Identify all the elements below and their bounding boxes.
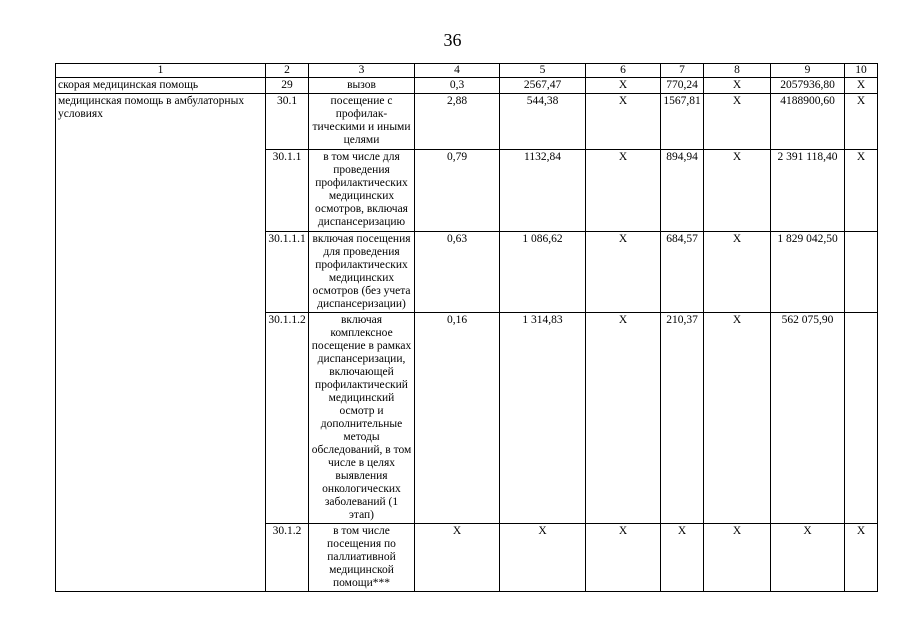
cell-value: X [586, 313, 661, 524]
cell-value: 1 086,62 [500, 232, 586, 313]
cell-row-number: 30.1.1 [266, 150, 309, 232]
cell-value: 562 075,90 [771, 313, 845, 524]
cell-value: 544,38 [500, 94, 586, 150]
cell-unit: включая посещения для проведения профилактических медицинских осмотров (без учета диспансеризации) [309, 232, 415, 313]
cell-value: 1 829 042,50 [771, 232, 845, 313]
cell-unit: в том числе для проведения профилактических медицинских осмотров, включая диспансеризацию [309, 150, 415, 232]
cell-value: X [845, 524, 878, 592]
cell-unit: в том числе посещения по паллиативной медицинской помощи*** [309, 524, 415, 592]
cell-unit: посещение с профилак- тическими и иными целями [309, 94, 415, 150]
cell-row-number: 30.1 [266, 94, 309, 150]
cell-value: X [845, 94, 878, 150]
cell-value: 210,37 [661, 313, 704, 524]
cell-value: X [415, 524, 500, 592]
header-cell: 8 [704, 64, 771, 78]
header-cell: 10 [845, 64, 878, 78]
cell-value: X [661, 524, 704, 592]
header-cell: 1 [56, 64, 266, 78]
cell-value: X [586, 78, 661, 94]
cell-value: X [586, 232, 661, 313]
cell-value: 1 314,83 [500, 313, 586, 524]
header-cell: 7 [661, 64, 704, 78]
cell-care-type: медицинская помощь в амбулаторных условиях [56, 94, 266, 592]
cell-value: X [704, 313, 771, 524]
cell-value: 894,94 [661, 150, 704, 232]
cell-value: 0,63 [415, 232, 500, 313]
cell-value: 4188900,60 [771, 94, 845, 150]
cell-value: X [704, 524, 771, 592]
cell-value: 684,57 [661, 232, 704, 313]
cell-value: X [586, 94, 661, 150]
cell-value: X [771, 524, 845, 592]
cell-value: X [704, 94, 771, 150]
cell-value: X [704, 78, 771, 94]
cell-unit: включая комплексное посещение в рамках диспансеризации, включающей профилактический медицинский осмотр и дополнительные методы обследований, в том числе в целях выявления онкологических заболеваний (1 этап) [309, 313, 415, 524]
table-row [56, 94, 878, 150]
cell-value: X [704, 232, 771, 313]
header-cell: 9 [771, 64, 845, 78]
cell-value: X [845, 78, 878, 94]
cell-value: 0,79 [415, 150, 500, 232]
header-cell: 2 [266, 64, 309, 78]
header-cell: 6 [586, 64, 661, 78]
cell-value: X [704, 150, 771, 232]
cell-row-number: 29 [266, 78, 309, 94]
cell-value: 2 391 118,40 [771, 150, 845, 232]
cell-value: 2,88 [415, 94, 500, 150]
cell-row-number: 30.1.1.2 [266, 313, 309, 524]
cell-value [845, 232, 878, 313]
cell-row-number: 30.1.2 [266, 524, 309, 592]
header-cell: 4 [415, 64, 500, 78]
cell-care-type: скорая медицинская помощь [56, 78, 266, 94]
header-cell: 5 [500, 64, 586, 78]
cell-row-number: 30.1.1.1 [266, 232, 309, 313]
cell-value: 2057936,80 [771, 78, 845, 94]
cell-value: 770,24 [661, 78, 704, 94]
data-table [55, 63, 878, 592]
cell-value: X [845, 150, 878, 232]
cell-value [845, 313, 878, 524]
cell-value: X [500, 524, 586, 592]
cell-value: 1567,81 [661, 94, 704, 150]
cell-value: 0,3 [415, 78, 500, 94]
page-number: 36 [443, 30, 462, 50]
header-cell: 3 [309, 64, 415, 78]
table-row [56, 78, 878, 94]
cell-value: 2567,47 [500, 78, 586, 94]
cell-unit: вызов [309, 78, 415, 94]
table-header-row [56, 64, 878, 78]
cell-value: X [586, 524, 661, 592]
cell-value: 0,16 [415, 313, 500, 524]
cell-value: 1132,84 [500, 150, 586, 232]
cell-value: X [586, 150, 661, 232]
